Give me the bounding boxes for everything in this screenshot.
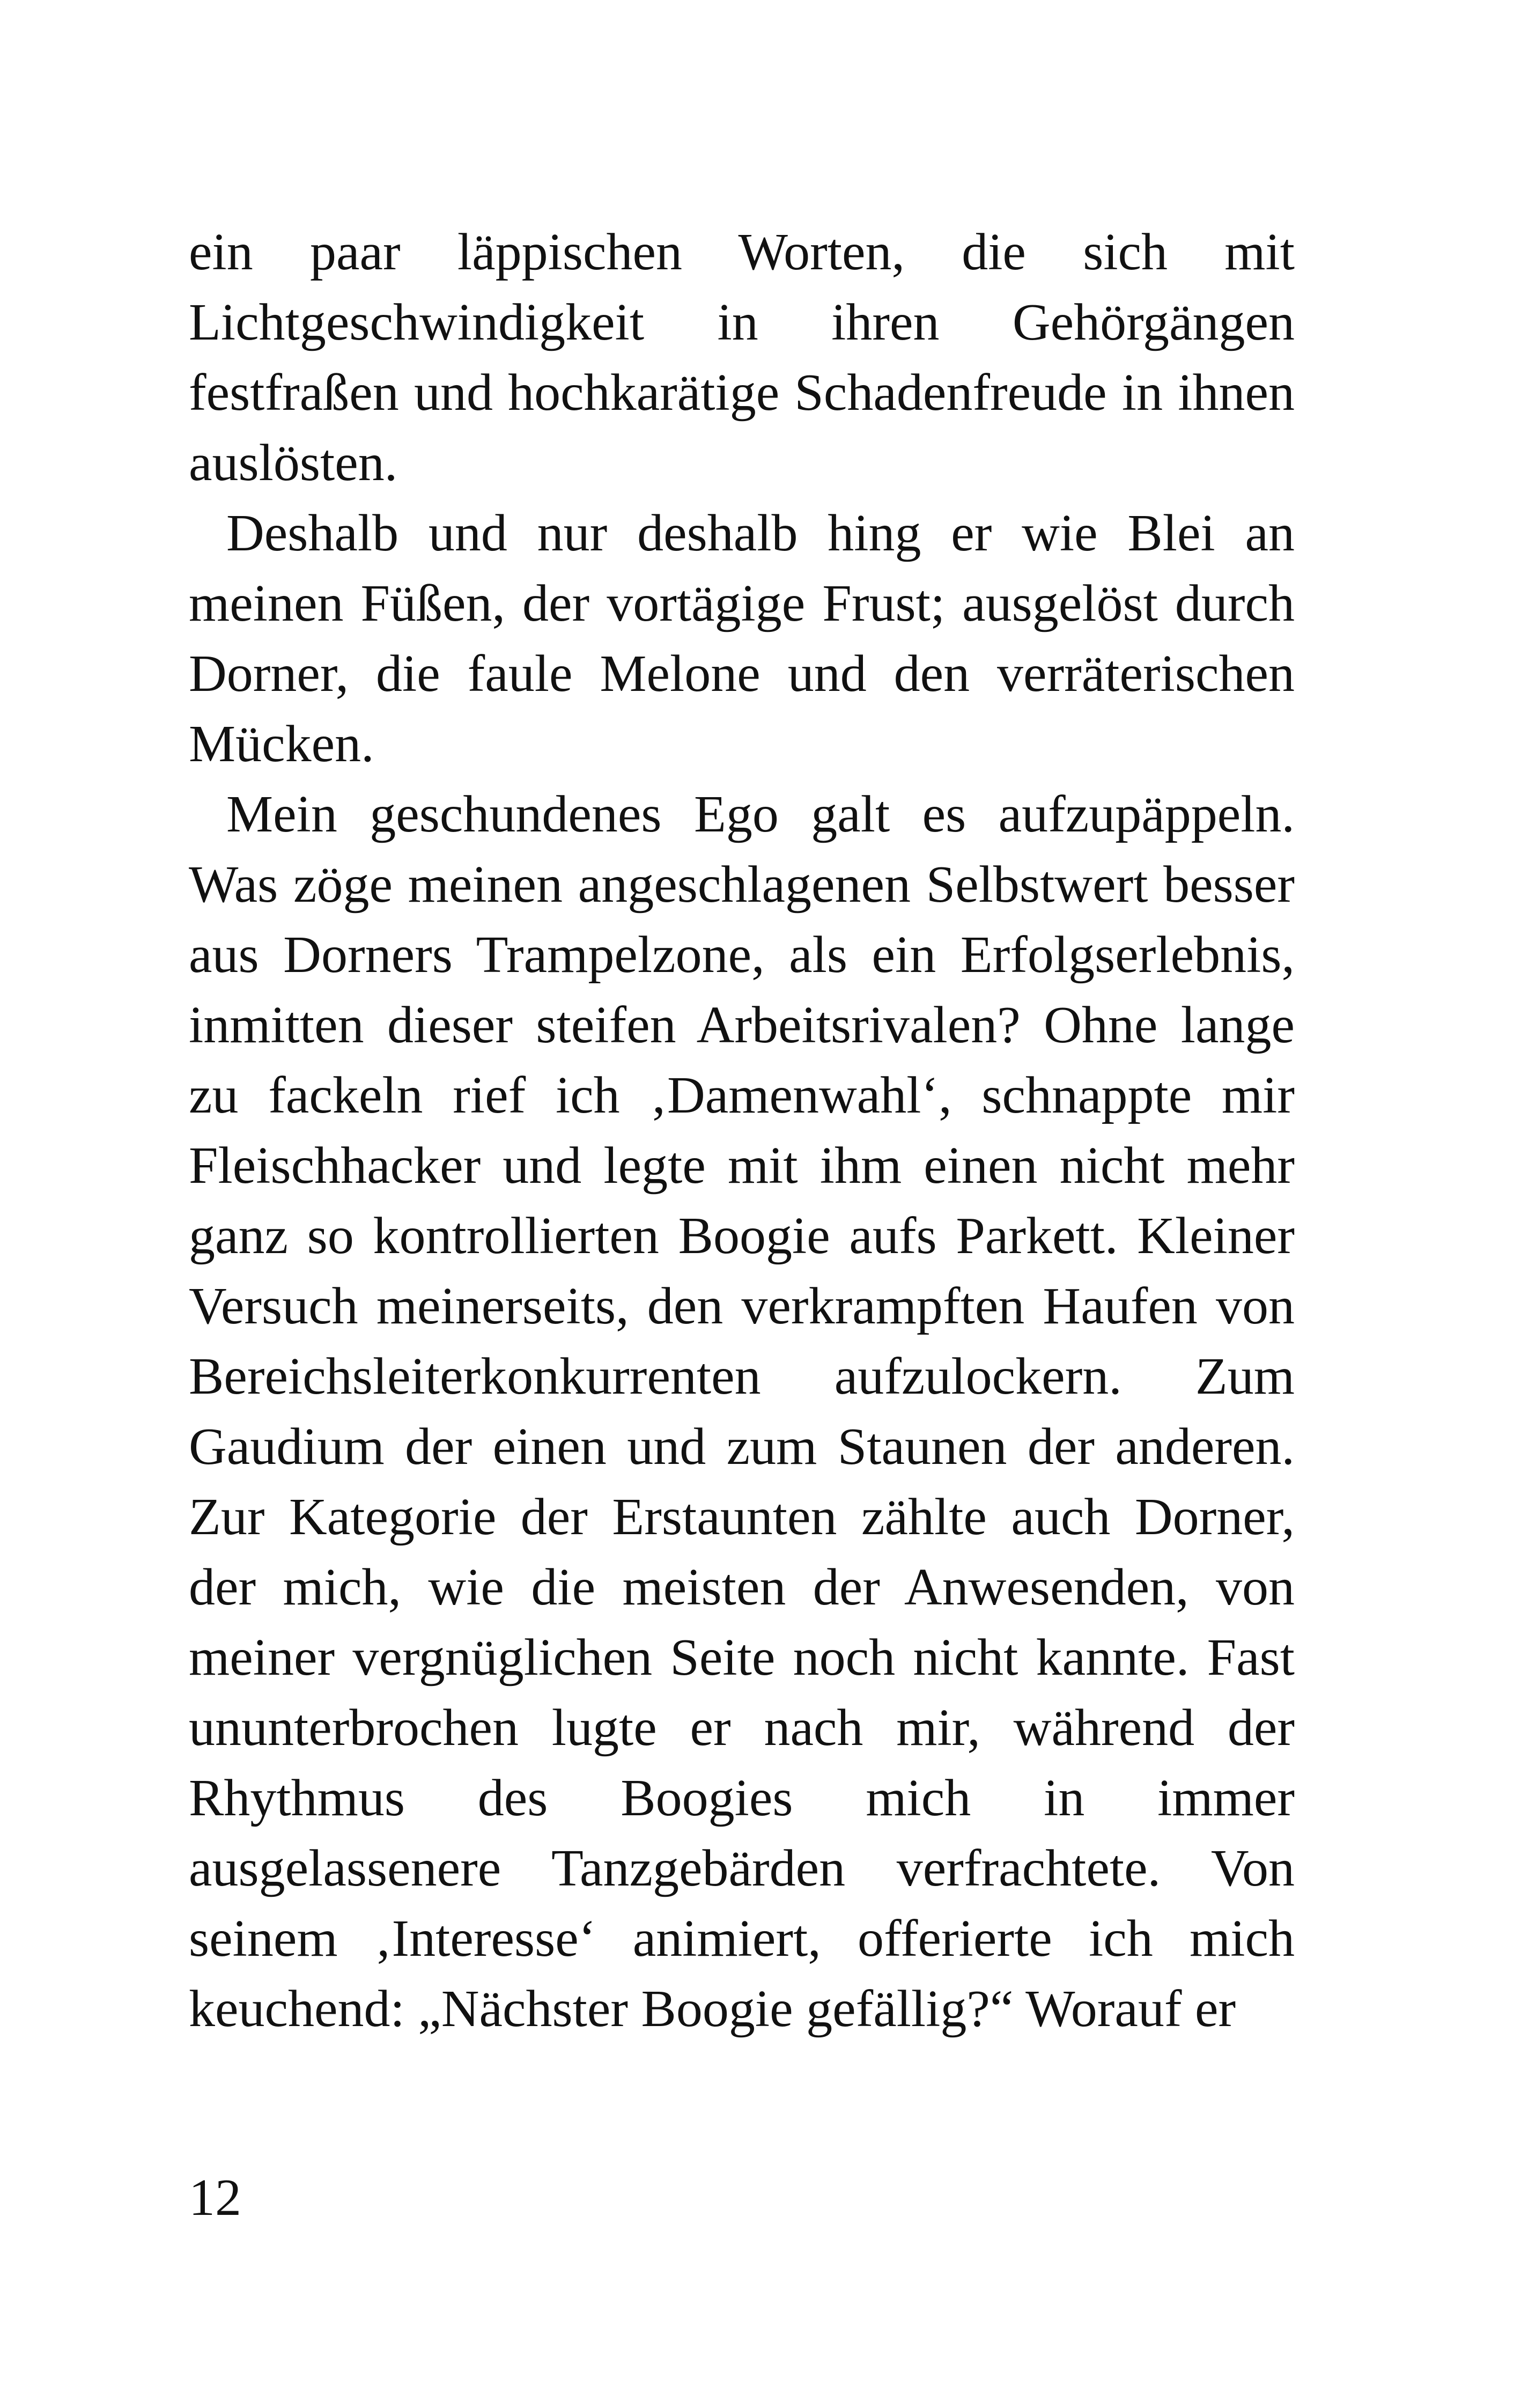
page-number: 12 <box>189 2169 241 2227</box>
paragraph-3: Mein geschundenes Ego galt es aufzupäppeln. Was zöge meinen angeschlagenen Selbstwert besser aus Dorners Trampelzone, als ein Erfolgserlebnis, inmitten dieser steifen Arbeitsrivalen? Ohne lange zu fackeln rief ich ‚Damenwahl‘, schnappte mir Fleischhacker und legte mit ihm einen nicht mehr ganz so kontrollierten Boogie aufs Parkett. Kleiner Versuch meinerseits, den verkrampften Haufen von Bereichsleiterkonkurrenten aufzulockern. Zum Gaudium der einen und zum Staunen der anderen. Zur Kategorie der Erstaunten zählte auch Dorner, der mich, wie die meisten der Anwesenden, von meiner vergnüglichen Seite noch nicht kannte. Fast ununterbrochen lugte er nach mir, während der Rhythmus des Boogies mich in immer ausgelassenere Tanzgebärden verfrachtete. Von seinem ‚Interesse‘ animiert, offerierte ich mich keuchend: „Nächster Boogie gefällig?“ Worauf er <box>189 785 1295 2038</box>
body-text <box>189 217 1295 2044</box>
paragraph-2: Deshalb und nur deshalb hing er wie Blei an meinen Füßen, der vortägige Frust; ausgelöst durch Dorner, die faule Melone und den verräterischen Mücken. <box>189 504 1295 773</box>
paragraph-1: ein paar läppischen Worten, die sich mit Lichtgeschwindigkeit in ihren Gehörgängen festfraßen und hochkarätige Schadenfreude in ihnen auslösten. <box>189 223 1295 492</box>
